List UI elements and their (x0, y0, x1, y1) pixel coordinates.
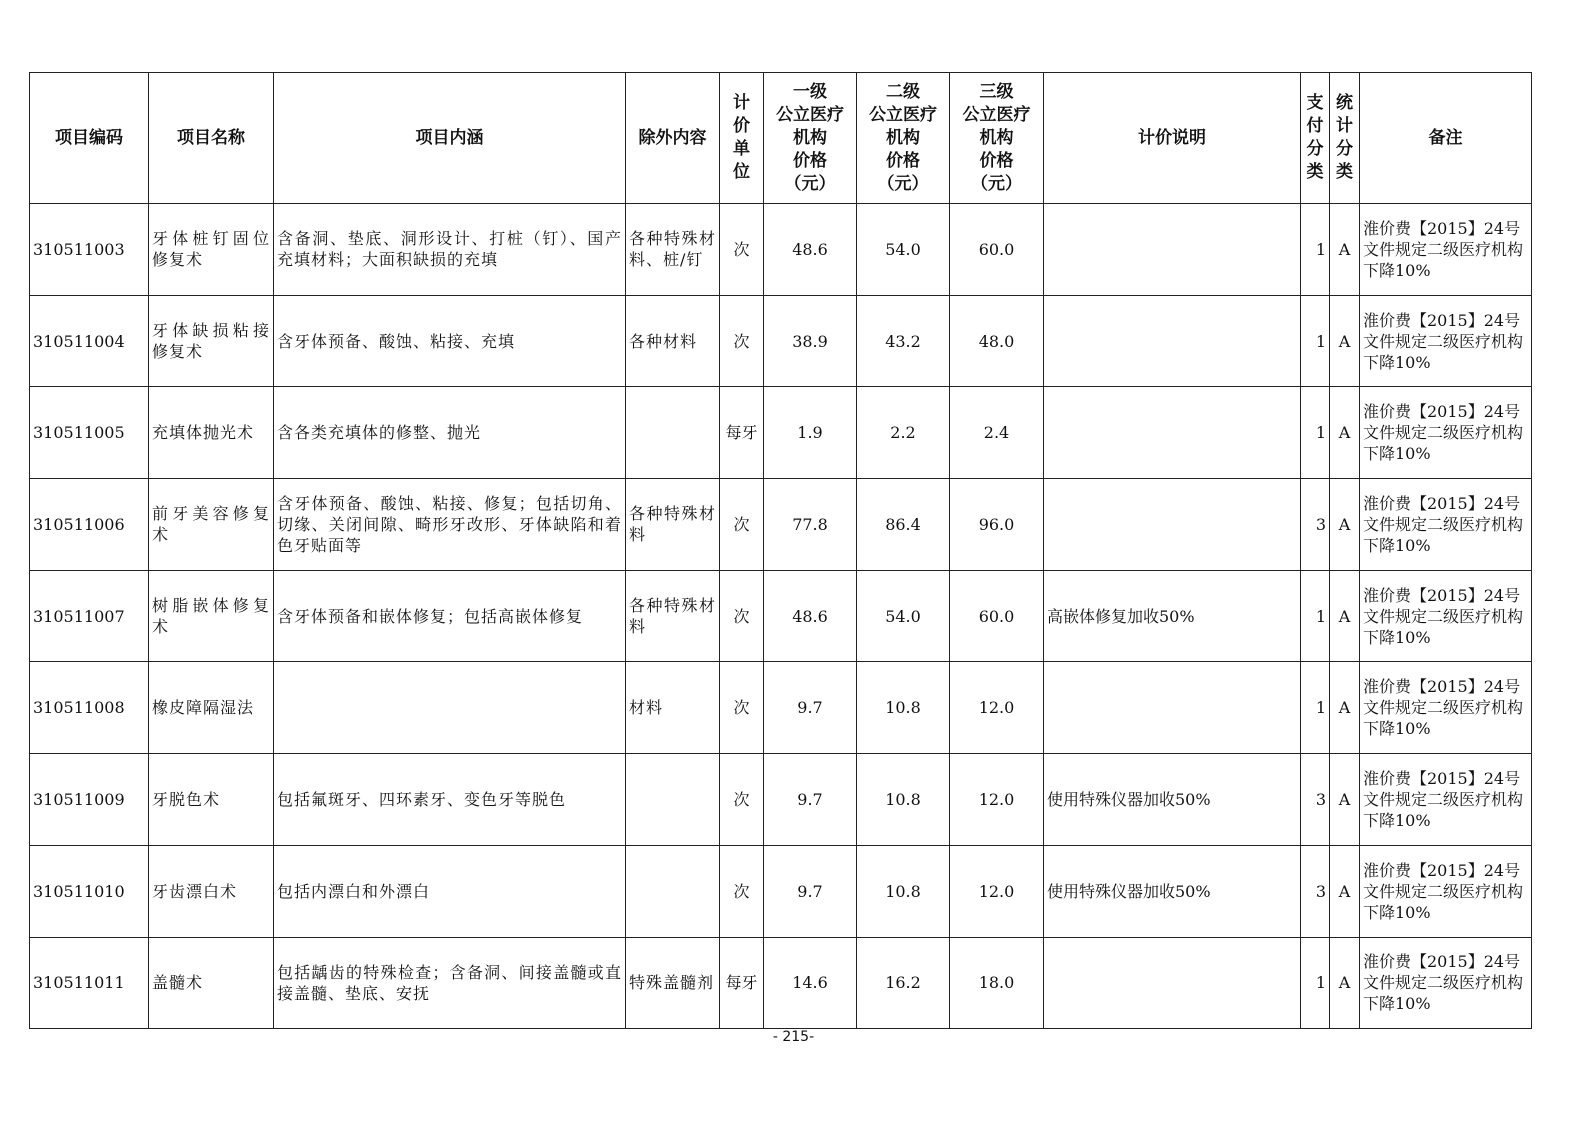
cell-remark: 淮价费【2015】24号文件规定二级医疗机构下降10% (1360, 754, 1532, 846)
cell-pay-class: 1 (1301, 295, 1330, 387)
cell-excluded: 各种特殊材料、桩/钉 (626, 204, 720, 296)
cell-pricing-note (1044, 387, 1301, 479)
table-row (30, 387, 1532, 479)
cell-code: 310511006 (30, 479, 149, 571)
table-row (30, 570, 1532, 662)
cell-price-level1: 9.7 (764, 662, 857, 754)
cell-stat-class: A (1330, 387, 1360, 479)
cell-price-level3: 12.0 (950, 845, 1044, 937)
header-stat-class: 统 计 分 类 (1330, 73, 1360, 204)
cell-remark: 淮价费【2015】24号文件规定二级医疗机构下降10% (1360, 937, 1532, 1029)
header-unit: 计 价 单 位 (720, 73, 764, 204)
cell-price-level2: 54.0 (857, 570, 950, 662)
cell-name: 牙体缺损粘接修复术 (149, 295, 274, 387)
cell-price-level3: 48.0 (950, 295, 1044, 387)
cell-unit: 次 (720, 845, 764, 937)
cell-pricing-note: 使用特殊仪器加收50% (1044, 754, 1301, 846)
cell-excluded: 各种特殊材料 (626, 570, 720, 662)
cell-unit: 次 (720, 479, 764, 571)
table-row (30, 295, 1532, 387)
cell-price-level2: 2.2 (857, 387, 950, 479)
header-price-level1: 一级 公立医疗 机构 价格 （元） (764, 73, 857, 204)
cell-price-level1: 77.8 (764, 479, 857, 571)
cell-content: 包括龋齿的特殊检查；含备洞、间接盖髓或直接盖髓、垫底、安抚 (274, 937, 626, 1029)
table-row (30, 662, 1532, 754)
cell-name: 盖髓术 (149, 937, 274, 1029)
cell-excluded: 材料 (626, 662, 720, 754)
cell-code: 310511008 (30, 662, 149, 754)
cell-content: 含各类充填体的修整、抛光 (274, 387, 626, 479)
cell-excluded (626, 845, 720, 937)
cell-pay-class: 1 (1301, 662, 1330, 754)
table-row (30, 479, 1532, 571)
cell-price-level3: 12.0 (950, 754, 1044, 846)
cell-content: 含牙体预备、酸蚀、粘接、充填 (274, 295, 626, 387)
cell-name: 牙齿漂白术 (149, 845, 274, 937)
cell-stat-class: A (1330, 937, 1360, 1029)
cell-remark: 淮价费【2015】24号文件规定二级医疗机构下降10% (1360, 387, 1532, 479)
cell-unit: 次 (720, 570, 764, 662)
cell-price-level2: 10.8 (857, 662, 950, 754)
cell-unit: 次 (720, 204, 764, 296)
header-remark: 备注 (1360, 73, 1532, 204)
cell-unit: 每牙 (720, 937, 764, 1029)
cell-price-level2: 54.0 (857, 204, 950, 296)
cell-pricing-note (1044, 295, 1301, 387)
cell-content: 包括氟斑牙、四环素牙、变色牙等脱色 (274, 754, 626, 846)
cell-price-level1: 38.9 (764, 295, 857, 387)
cell-code: 310511007 (30, 570, 149, 662)
header-price-level3: 三级 公立医疗 机构 价格 （元） (950, 73, 1044, 204)
cell-stat-class: A (1330, 479, 1360, 571)
header-content: 项目内涵 (274, 73, 626, 204)
cell-pricing-note (1044, 662, 1301, 754)
cell-price-level2: 86.4 (857, 479, 950, 571)
cell-pay-class: 3 (1301, 754, 1330, 846)
cell-stat-class: A (1330, 845, 1360, 937)
cell-price-level1: 48.6 (764, 204, 857, 296)
cell-excluded (626, 387, 720, 479)
cell-price-level3: 12.0 (950, 662, 1044, 754)
table-row (30, 937, 1532, 1029)
cell-remark: 淮价费【2015】24号文件规定二级医疗机构下降10% (1360, 845, 1532, 937)
cell-remark: 淮价费【2015】24号文件规定二级医疗机构下降10% (1360, 479, 1532, 571)
cell-price-level3: 60.0 (950, 570, 1044, 662)
cell-remark: 淮价费【2015】24号文件规定二级医疗机构下降10% (1360, 295, 1532, 387)
table-row (30, 204, 1532, 296)
cell-unit: 每牙 (720, 387, 764, 479)
cell-name: 牙脱色术 (149, 754, 274, 846)
cell-content: 含牙体预备和嵌体修复；包括高嵌体修复 (274, 570, 626, 662)
header-name: 项目名称 (149, 73, 274, 204)
cell-name: 树脂嵌体修复术 (149, 570, 274, 662)
header-code: 项目编码 (30, 73, 149, 204)
header-pay-class: 支 付 分 类 (1301, 73, 1330, 204)
cell-stat-class: A (1330, 570, 1360, 662)
table-header-row (30, 73, 1532, 204)
cell-name: 充填体抛光术 (149, 387, 274, 479)
cell-code: 310511011 (30, 937, 149, 1029)
cell-excluded: 特殊盖髓剂 (626, 937, 720, 1029)
cell-stat-class: A (1330, 754, 1360, 846)
cell-name: 橡皮障隔湿法 (149, 662, 274, 754)
cell-price-level2: 43.2 (857, 295, 950, 387)
cell-price-level1: 9.7 (764, 845, 857, 937)
cell-price-level3: 60.0 (950, 204, 1044, 296)
cell-excluded: 各种材料 (626, 295, 720, 387)
cell-name: 牙体桩钉固位修复术 (149, 204, 274, 296)
cell-pay-class: 1 (1301, 387, 1330, 479)
cell-content: 包括内漂白和外漂白 (274, 845, 626, 937)
price-table (29, 72, 1532, 1029)
header-excluded: 除外内容 (626, 73, 720, 204)
cell-pricing-note (1044, 479, 1301, 571)
cell-code: 310511003 (30, 204, 149, 296)
cell-pricing-note (1044, 937, 1301, 1029)
cell-code: 310511004 (30, 295, 149, 387)
cell-remark: 淮价费【2015】24号文件规定二级医疗机构下降10% (1360, 204, 1532, 296)
cell-code: 310511005 (30, 387, 149, 479)
cell-price-level1: 14.6 (764, 937, 857, 1029)
cell-excluded: 各种特殊材料 (626, 479, 720, 571)
cell-excluded (626, 754, 720, 846)
cell-code: 310511009 (30, 754, 149, 846)
cell-price-level1: 9.7 (764, 754, 857, 846)
cell-content: 含备洞、垫底、洞形设计、打桩（钉）、国产充填材料；大面积缺损的充填 (274, 204, 626, 296)
cell-pay-class: 1 (1301, 937, 1330, 1029)
cell-pay-class: 3 (1301, 479, 1330, 571)
cell-stat-class: A (1330, 204, 1360, 296)
page-number: - 215- (772, 1029, 815, 1045)
cell-name: 前牙美容修复术 (149, 479, 274, 571)
cell-stat-class: A (1330, 662, 1360, 754)
table-row (30, 754, 1532, 846)
cell-unit: 次 (720, 754, 764, 846)
cell-pay-class: 1 (1301, 204, 1330, 296)
cell-pay-class: 1 (1301, 570, 1330, 662)
cell-code: 310511010 (30, 845, 149, 937)
cell-price-level3: 96.0 (950, 479, 1044, 571)
cell-price-level2: 10.8 (857, 754, 950, 846)
table-body (30, 204, 1532, 1029)
cell-price-level3: 2.4 (950, 387, 1044, 479)
cell-price-level3: 18.0 (950, 937, 1044, 1029)
cell-pay-class: 3 (1301, 845, 1330, 937)
cell-remark: 淮价费【2015】24号文件规定二级医疗机构下降10% (1360, 570, 1532, 662)
cell-content: 含牙体预备、酸蚀、粘接、修复；包括切角、切缘、关闭间隙、畸形牙改形、牙体缺陷和着色牙贴面等 (274, 479, 626, 571)
cell-stat-class: A (1330, 295, 1360, 387)
cell-content (274, 662, 626, 754)
cell-unit: 次 (720, 295, 764, 387)
table-row (30, 845, 1532, 937)
cell-price-level2: 10.8 (857, 845, 950, 937)
header-price-level2: 二级 公立医疗 机构 价格 （元） (857, 73, 950, 204)
cell-price-level1: 48.6 (764, 570, 857, 662)
cell-pricing-note (1044, 204, 1301, 296)
cell-price-level1: 1.9 (764, 387, 857, 479)
cell-price-level2: 16.2 (857, 937, 950, 1029)
header-pricing-note: 计价说明 (1044, 73, 1301, 204)
cell-pricing-note: 高嵌体修复加收50% (1044, 570, 1301, 662)
cell-remark: 淮价费【2015】24号文件规定二级医疗机构下降10% (1360, 662, 1532, 754)
cell-unit: 次 (720, 662, 764, 754)
cell-pricing-note: 使用特殊仪器加收50% (1044, 845, 1301, 937)
